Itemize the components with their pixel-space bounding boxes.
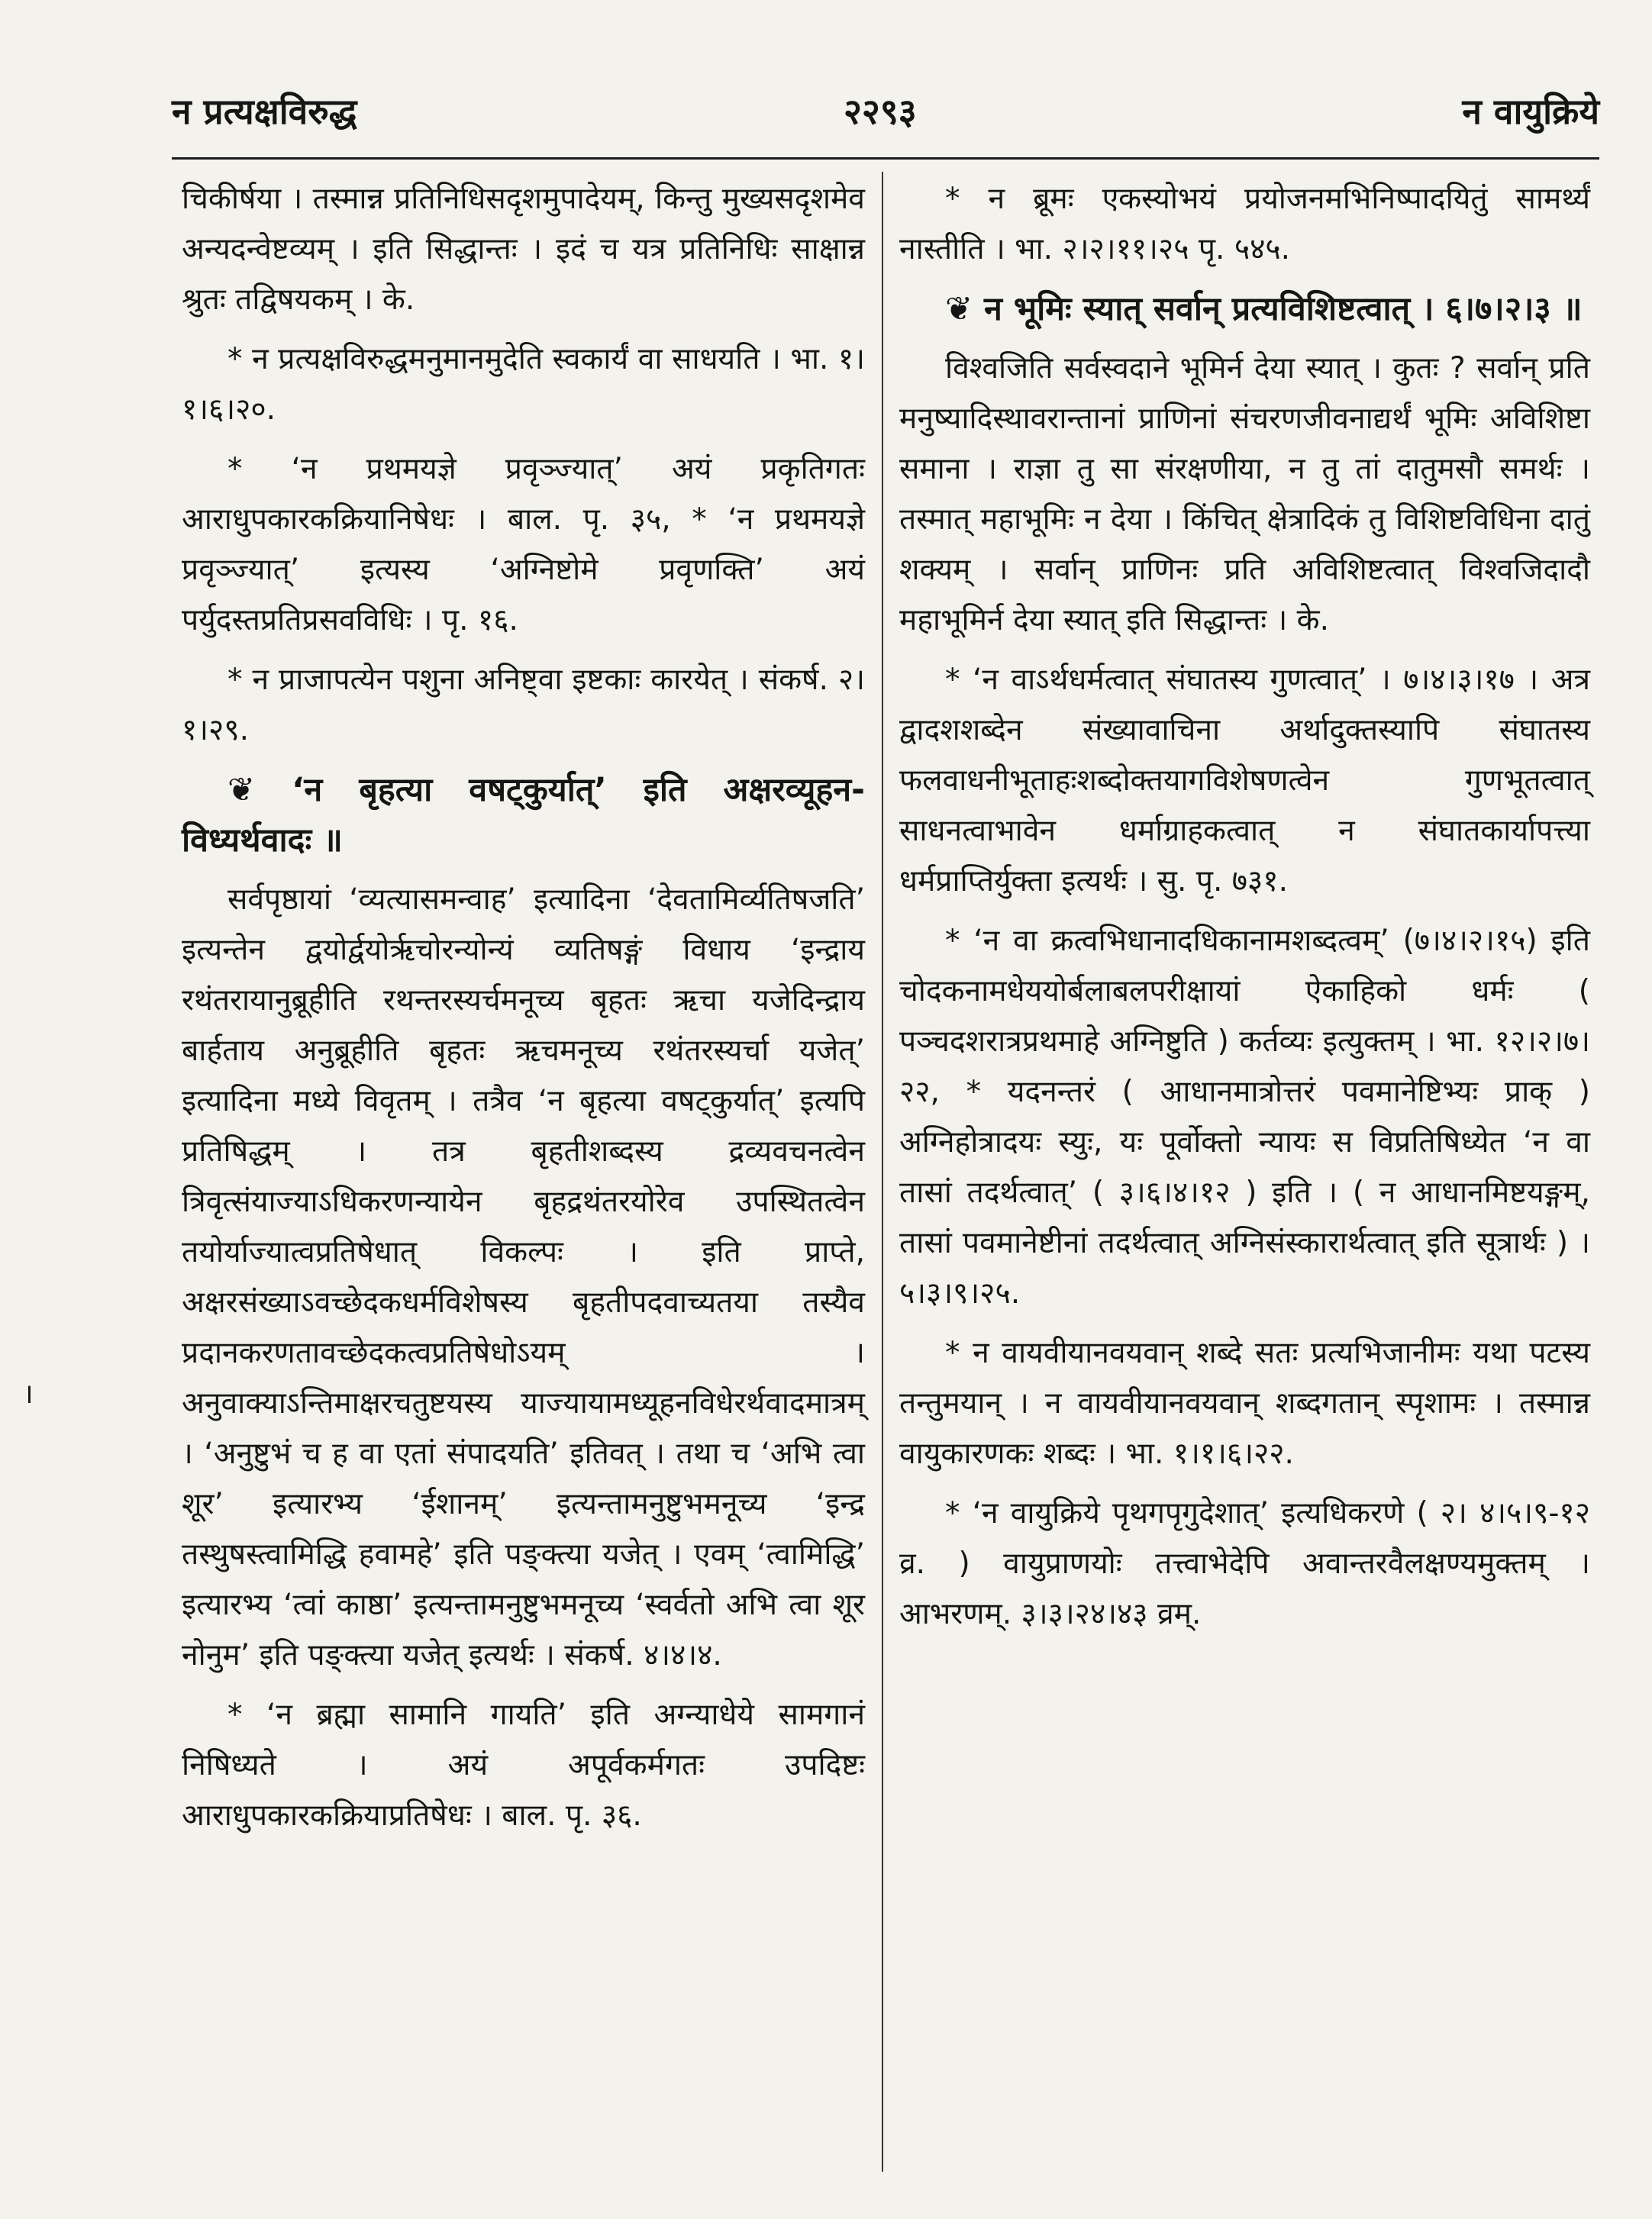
entry-heading: ❦ न भूमिः स्यात् सर्वान् प्रत्यविशिष्टत्वात् । ६।७।२।३ ॥ xyxy=(945,290,1583,328)
column-divider xyxy=(882,172,883,2172)
entry-heading: ❦ ‘न बृहत्या वषट्कुर्यात्’ इति अक्षरव्यूहन-विध्यर्थवादः ॥ xyxy=(182,771,865,860)
header-left-keyword: न प्रत्यक्षविरुद्ध xyxy=(172,91,357,132)
entry-paragraph: * न प्रत्यक्षविरुद्धमनुमानमुदेति स्वकार्यं वा साधयति । भा. १।१।६।२०. xyxy=(182,342,865,427)
entry-paragraph: * न वायवीयानवयवान् शब्दे सतः प्रत्यभिजानीमः यथा पटस्य तन्तुमयान् । न वायवीयानवयवान् शब्दगतान् स्पृशामः । तस्मान्न वायुकारणकः शब्दः । भा. १।१।६।२२. xyxy=(899,1336,1590,1471)
margin-mark: । xyxy=(23,1379,34,1410)
entry-paragraph: * ‘न ब्रह्मा सामानि गायति’ इति अग्न्याधेये सामगानं निषिध्यते । अयं अपूर्वकर्मगतः उपदिष्टः आराधुपकारकक्रियाप्रतिषेधः । बाल. पृ. ३६. xyxy=(182,1698,865,1833)
header-rule xyxy=(172,157,1599,160)
header-right-keyword: न वायुक्रिये xyxy=(1462,91,1599,132)
entry-paragraph: * ‘न वायुक्रिये पृथगपृगुदेशात्’ इत्यधिकरणे ( २। ४।५।९-१२ व्र. ) वायुप्राणयोः तत्त्वाभेदेपि अवान्तरवैलक्षण्यमुक्तम् । आभरणम्. ३।३।२४।४३ व्रम्. xyxy=(899,1496,1590,1631)
entry-paragraph: चिकीर्षया । तस्मान्न प्रतिनिधिसदृशमुपादेयम्, किन्तु मुख्यसदृशमेव अन्यदन्वेष्टव्यम् । इति सिद्धान्तः । इदं च यत्र प्रतिनिधिः साक्षान्न श्रुतः तद्विषयकम् । के. xyxy=(182,182,865,317)
left-column xyxy=(182,174,865,1850)
page-header xyxy=(172,82,1599,144)
page-number: २२९३ xyxy=(844,91,917,132)
entry-paragraph: * न ब्रूमः एकस्योभयं प्रयोजनमभिनिष्पादयितुं सामर्थ्यं नास्तीति । भा. २।२।११।२५ पृ. ५४५. xyxy=(899,182,1590,266)
entry-paragraph: सर्वपृष्ठायां ‘व्यत्यासमन्वाह’ इत्यादिना ‘देवतामिर्व्यतिषजति’ इत्यन्तेन द्वयोर्द्वयोर्ऋचोरन्योन्यं व्यतिषङ्गं विधाय ‘इन्द्राय रथंतरायानुब्रूहीति रथन्तरस्यर्चमनूच्य बृहतः ऋचा यजेदिन्द्राय बार्हताय अनुब्रूहीति बृहतः ऋचमनूच्य रथंतरस्यर्चा यजेत्’ इत्यादिना मध्ये विवृतम् । तत्रैव ‘न बृहत्या वषट्कुर्यात्’ इत्यपि प्रतिषिद्धम् । तत्र बृहतीशब्दस्य द्रव्यवचनत्वेन त्रिवृत्संयाज्याऽधिकरणन्यायेन बृहद्रथंतरयोरेव उपस्थितत्वेन तयोर्याज्यात्वप्रतिषेधात् विकल्पः । इति प्राप्ते, अक्षरसंख्याऽवच्छेदकधर्मविशेषस्य बृहतीपदवाच्यतया तस्यैव प्रदानकरणतावच्छेदकत्वप्रतिषेधोऽयम् । अनुवाक्याऽन्तिमाक्षरचतुष्टयस्य याज्यायामध्यूहनविधेरर्थवादमात्रम् । ‘अनुष्टुभं च ह वा एतां संपादयति’ इतिवत् । तथा च ‘अभि त्वा शूर’ इत्यारभ्य ‘ईशानम्’ इत्यन्तामनुष्टुभमनूच्य ‘इन्द्र तस्थुषस्त्वामिद्धि हवामहे’ इति पङ्क्त्या यजेत् । एवम् ‘त्वामिद्धि’ इत्यारभ्य ‘त्वां काष्ठा’ इत्यन्तामनुष्टुभमनूच्य ‘स्वर्वतो अभि त्वा शूर नोनुम’ इति पङ्क्त्या यजेत् इत्यर्थः । संकर्ष. ४।४।४. xyxy=(182,882,865,1672)
entry-paragraph: * न प्राजापत्येन पशुना अनिष्ट्वा इष्टकाः कारयेत् । संकर्ष. २।१।२९. xyxy=(182,663,865,747)
entry-paragraph: * ‘न प्रथमयज्ञे प्रवृञ्ज्यात्’ अयं प्रकृतिगतः आराधुपकारकक्रियानिषेधः । बाल. पृ. ३५, * ‘न प्रथमयज्ञे प्रवृञ्ज्यात्’ इत्यस्य ‘अग्निष्टोमे प्रवृणक्ति’ अयं पर्युदस्तप्रतिप्रसवविधिः । पृ. १६. xyxy=(182,452,865,637)
entry-paragraph: * ‘न वा क्रत्वभिधानादधिकानामशब्दत्वम्’ (७।४।२।१५) इति चोदकनामधेययोर्बलाबलपरीक्षायां ऐकाहिको धर्मः ( पञ्चदशरात्रप्रथमाहे अग्निष्टुति ) कर्तव्यः इत्युक्तम् । भा. १२।२।७।२२, * यदनन्तरं ( आधानमात्रोत्तरं पवमानेष्टिभ्यः प्राक् ) अग्निहोत्रादयः स्युः, यः पूर्वोक्तो न्यायः स विप्रतिषिध्येत ‘न वा तासां तदर्थत्वात्’ ( ३।६।४।१२ ) इति । ( न आधानमिष्टयङ्गम्, तासां पवमानेष्टीनां तदर्थत्वात् अग्निसंस्कारार्थत्वात् इति सूत्रार्थः ) । ५।३।९।२५. xyxy=(899,924,1590,1311)
right-column xyxy=(899,174,1590,1649)
entry-paragraph: विश्वजिति सर्वस्वदाने भूमिर्न देया स्यात् । कुतः ? सर्वान् प्रति मनुष्यादिस्थावरान्तानां प्राणिनां संचरणजीवनाद्यर्थं भूमिः अविशिष्टा समाना । राज्ञा तु सा संरक्षणीया, न तु तां दातुमसौ समर्थः । तस्मात् महाभूमिः न देया । किंचित् क्षेत्रादिकं तु विशिष्टविधिना दातुं शक्यम् । सर्वान् प्राणिनः प्रति अविशिष्टत्वात् विश्वजिदादौ महाभूमिर्न देया स्यात् इति सिद्धान्तः । के. xyxy=(899,351,1590,637)
entry-paragraph: * ‘न वाऽर्थधर्मत्वात् संघातस्य गुणत्वात्’ । ७।४।३।१७ । अत्र द्वादशशब्देन संख्यावाचिना अर्थादुक्तस्यापि संघातस्य फलवाधनीभूताहःशब्दोक्तयागविशेषणत्वेन गुणभूतत्वात् साधनत्वाभावेन धर्माग्राहकत्वात् न संघातकार्यापत्त्या धर्मप्राप्तिर्युक्ता इत्यर्थः । सु. पृ. ७३१. xyxy=(899,663,1590,898)
